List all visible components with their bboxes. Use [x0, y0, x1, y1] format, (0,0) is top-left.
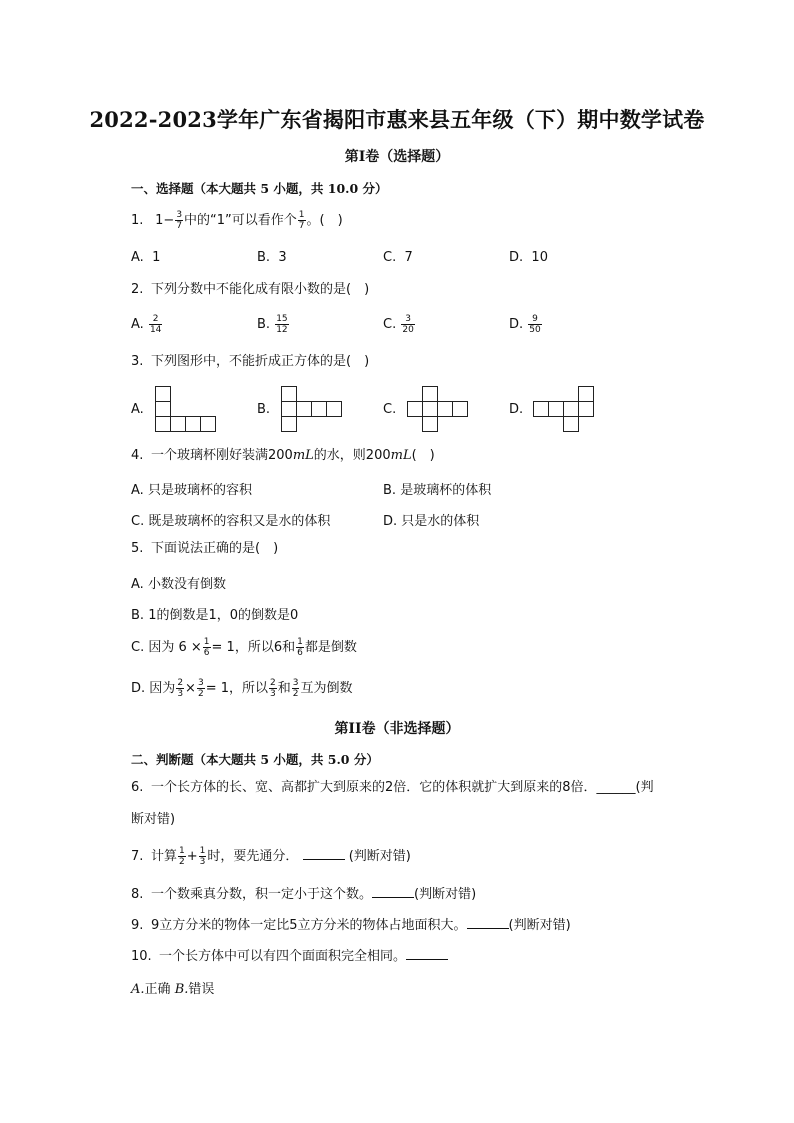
- option-d: D. $\frac{9}{50}$: [509, 314, 541, 335]
- option-b-label: B.: [257, 402, 271, 417]
- cube-net-c: [407, 386, 471, 434]
- question-10-options: A.正确 B.错误: [131, 982, 215, 997]
- option-d: D. 只是水的体积: [383, 514, 480, 529]
- option-b: B. 是玻璃杯的体积: [383, 483, 492, 498]
- option-a-label: A.: [131, 402, 144, 417]
- question-1: 1. 1− $\frac{3}{7}$ 中的“1”可以看作个 $\frac{1}{7}$ 。( ): [131, 210, 343, 231]
- option-a: A. 只是玻璃杯的容积: [131, 483, 252, 498]
- question-10: 10. 一个长方体中可以有四个面面积完全相同。: [131, 946, 448, 965]
- option-b: B. 1的倒数是1，0的倒数是0: [131, 608, 299, 623]
- question-4: 4. 一个玻璃杯刚好装满200mL的水，则200mL( ): [131, 448, 435, 463]
- volume-2-heading: 第II卷（非选择题）: [334, 721, 460, 737]
- option-c: C. 因为 6 × $\frac{1}{6}$ = 1，所以6和 $\frac{1}{6}$ 都是倒数: [131, 637, 357, 658]
- question-9: 9. 9立方分米的物体一定比5立方分米的物体占地面积大。 (判断对错): [131, 915, 571, 934]
- section-1-heading: 一、选择题（本大题共 5 小题，共 10.0 分）: [131, 181, 388, 196]
- option-a: A. 1: [131, 250, 161, 265]
- option-d: D. 10: [509, 250, 548, 265]
- volume-1-heading: 第I卷（选择题）: [344, 149, 450, 165]
- option-c: C. 既是玻璃杯的容积又是水的体积: [131, 514, 331, 529]
- exam-title: 2022-2023学年广东省揭阳市惠来县五年级（下）期中数学试卷: [89, 107, 705, 132]
- question-8: 8. 一个数乘真分数，积一定小于这个数。 (判断对错): [131, 884, 476, 903]
- cube-net-a: [155, 386, 219, 434]
- cube-net-d: [533, 386, 597, 434]
- section-2-heading: 二、判断题（本大题共 5 小题，共 5.0 分）: [131, 752, 379, 767]
- option-a: A. 小数没有倒数: [131, 577, 226, 592]
- option-d-label: D.: [509, 402, 524, 417]
- question-6-continued: 断对错): [131, 812, 176, 827]
- question-6: 6. 一个长方体的长、宽、高都扩大到原来的2倍．它的体积就扩大到原来的8倍．______(判: [131, 780, 654, 795]
- answer-blank[interactable]: [372, 884, 414, 898]
- option-b: B. 3: [257, 250, 287, 265]
- fraction: $\frac{3}{7}$: [176, 210, 183, 231]
- option-c: C. 7: [383, 250, 413, 265]
- cube-net-b: [281, 386, 345, 434]
- option-a: A. $\frac{2}{14}$: [131, 314, 162, 335]
- fraction: $\frac{1}{7}$: [298, 210, 305, 231]
- question-5: 5. 下面说法正确的是( ): [131, 541, 279, 556]
- question-3: 3. 下列图形中，不能折成正方体的是( ): [131, 354, 370, 369]
- question-7: 7. 计算 $\frac{1}{2}$ + $\frac{1}{3}$ 时，要先通分． (判断对错): [131, 846, 411, 867]
- option-b: B. $\frac{15}{12}$: [257, 314, 288, 335]
- answer-blank[interactable]: [303, 846, 345, 860]
- answer-blank[interactable]: [467, 915, 509, 929]
- option-d: D. 因为 $\frac{2}{3}$ × $\frac{3}{2}$ = 1，所以 $\frac{2}{3}$ 和 $\frac{3}{2}$ 互为倒数: [131, 678, 353, 699]
- option-c: C. $\frac{3}{20}$: [383, 314, 414, 335]
- answer-blank[interactable]: [406, 946, 448, 960]
- option-c-label: C.: [383, 402, 397, 417]
- question-2: 2. 下列分数中不能化成有限小数的是( ): [131, 282, 370, 297]
